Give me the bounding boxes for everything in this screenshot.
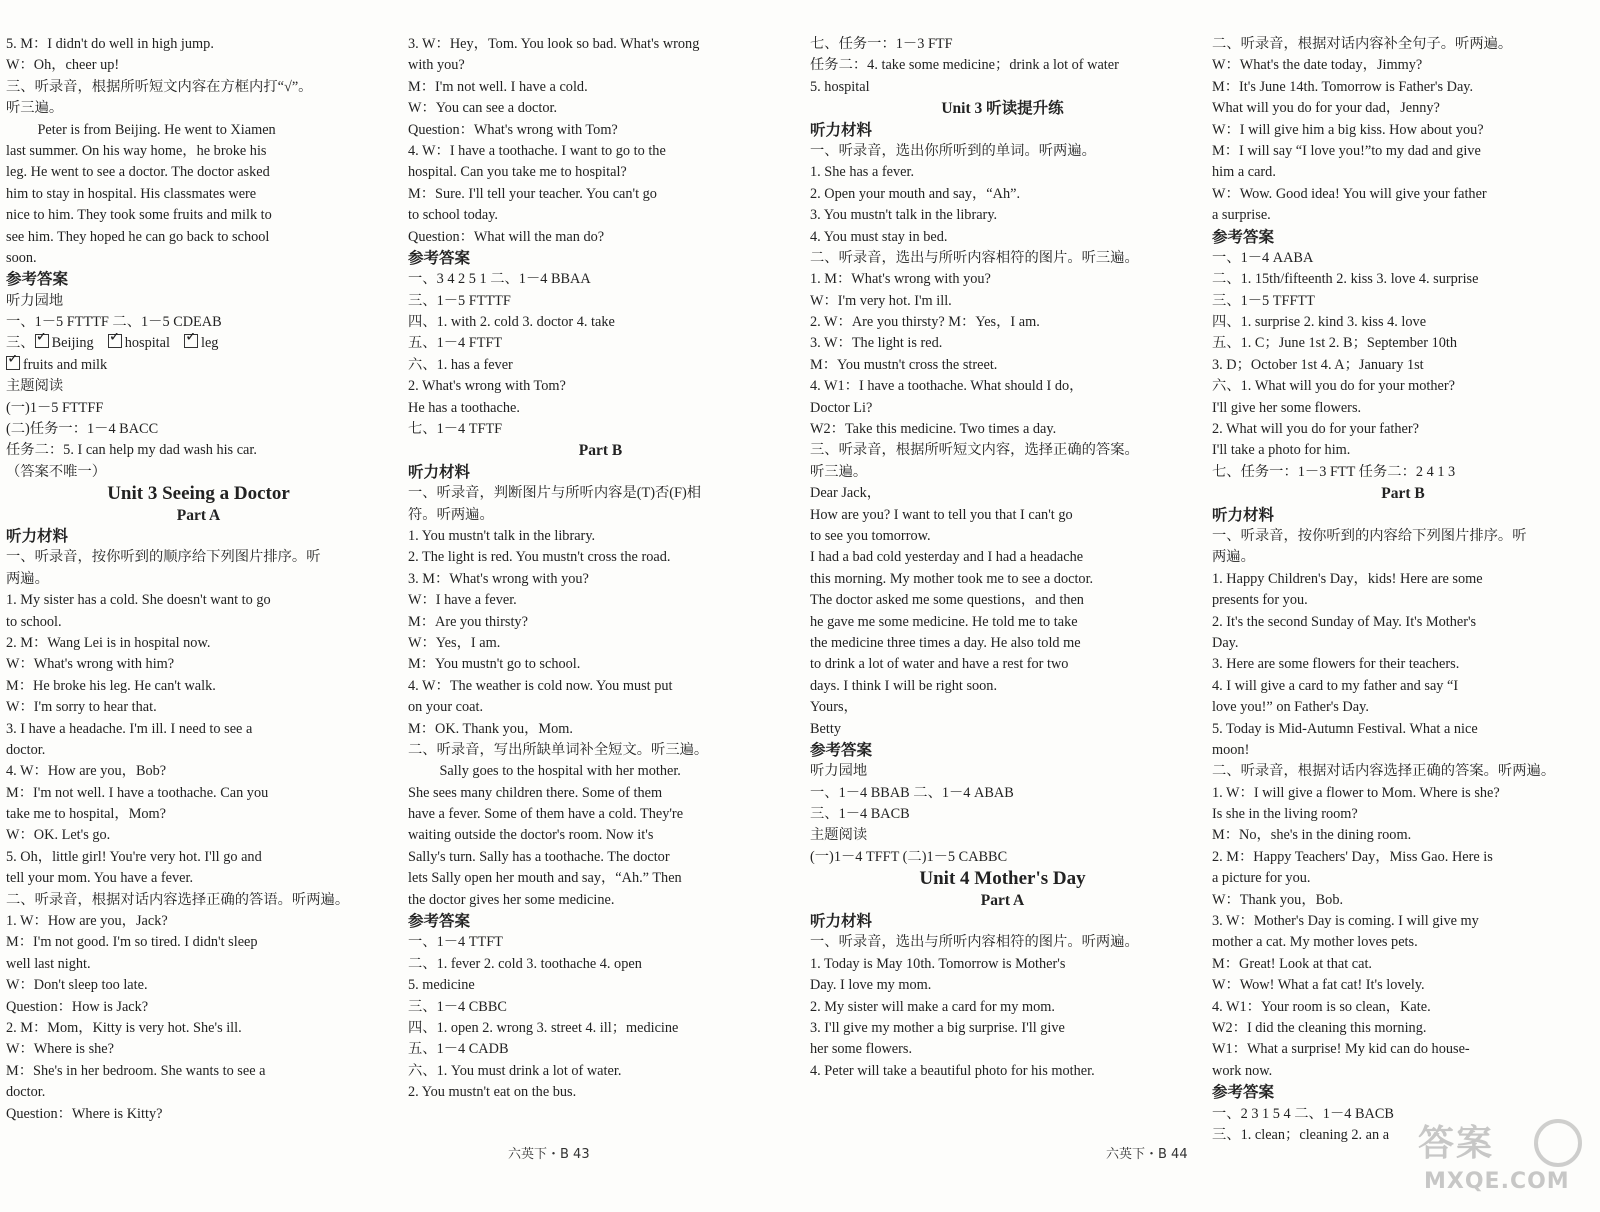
text-line: 二、听录音，写出所缺单词补全短文。听三遍。 — [408, 741, 709, 758]
text-line: 五、1. C；June 1st 2. B；September 10th — [1212, 335, 1458, 352]
text-line — [6, 333, 391, 354]
text-line: M：It's June 14th. Tomorrow is Father's Day. — [1212, 78, 1474, 95]
line-prefix: 三、 — [6, 335, 35, 352]
text-line: 听三遍。 — [6, 100, 64, 117]
text-line: Sally goes to the hospital with her mother. — [439, 763, 681, 780]
text-line: 三、听录音，根据所听短文内容在方框内打“√”。 — [6, 78, 313, 95]
text-line: Question：What's wrong with Tom? — [408, 121, 618, 138]
text-line: M：Great! Look at that cat. — [1212, 955, 1372, 972]
text-line: 二、听录音，选出与所听内容相符的图片。听三遍。 — [810, 249, 1139, 266]
text-line: 3. I'll give my mother a big surprise. I'll give — [810, 1019, 1065, 1036]
text-line: 3. W：Mother's Day is coming. I will give my — [1212, 913, 1479, 930]
text-line: days. I think I will be right soon. — [810, 677, 998, 694]
text-line: Is she in the living room? — [1212, 806, 1358, 823]
watermark-logo — [1418, 1115, 1594, 1195]
text-line: moon! — [1212, 741, 1250, 758]
text-line: 五、1－4 CADB — [408, 1041, 509, 1058]
text-line: W：Don't sleep too late. — [6, 977, 148, 994]
text-line: 主题阅读 — [810, 827, 868, 844]
text-line: 2. Open your mouth and say，“Ah”. — [810, 185, 1021, 202]
text-line: 一、3 4 2 5 1 二、1－4 BBAA — [408, 271, 591, 288]
text-line: M：I'm not well. I have a toothache. Can you — [6, 784, 269, 801]
text-line: doctor. — [6, 741, 46, 758]
section-heading: 参考答案 — [1212, 1084, 1275, 1102]
text-line: Sally's turn. Sally has a toothache. The doctor — [408, 848, 670, 865]
text-line: 4. W1：Your room is so clean，Kate. — [1212, 998, 1431, 1015]
text-line: 四、1. with 2. cold 3. doctor 4. take — [408, 314, 615, 331]
text-line: lets Sally open her mouth and say，“Ah.” Then — [408, 870, 682, 887]
checked-word: hospital — [124, 335, 170, 352]
text-line: 3. W：Hey，Tom. You look so bad. What's wrong — [408, 36, 700, 52]
text-line: The doctor asked me some questions，and then — [810, 592, 1084, 609]
text-line: W：I'm sorry to hear that. — [6, 699, 157, 716]
text-line: on your coat. — [408, 699, 484, 716]
text-line: 1. W：I will give a flower to Mom. Where is she? — [1212, 784, 1500, 801]
text-line: 二、1. fever 2. cold 3. toothache 4. open — [408, 955, 642, 972]
section-heading: 参考答案 — [6, 271, 69, 289]
text-line: nice to him. They took some fruits and milk to — [6, 207, 272, 224]
section-heading: 参考答案 — [408, 249, 471, 267]
text-line: waiting outside the doctor's room. Now it's — [408, 827, 654, 844]
page-number-right: 六英下・B 44 — [1106, 1147, 1188, 1162]
text-line: Question：Where is Kitty? — [6, 1105, 163, 1122]
text-line: 4. W：The weather is cold now. You must put — [408, 677, 673, 694]
text-line: 4. I will give a card to my father and say “I — [1212, 677, 1459, 694]
text-line: 三、1－4 CBBC — [408, 998, 507, 1015]
part-heading: Part B — [1381, 485, 1425, 503]
text-line: M：You mustn't cross the street. — [810, 356, 998, 373]
text-line: W：You can see a doctor. — [408, 100, 558, 117]
text-line: 3. M：What's wrong with you? — [408, 570, 589, 587]
text-line: 2. M：Happy Teachers' Day，Miss Gao. Here is — [1212, 848, 1493, 865]
text-line: 3. Here are some flowers for their teachers. — [1212, 656, 1460, 673]
text-line: 二、听录音，根据对话内容选择正确的答语。听两遍。 — [6, 891, 350, 908]
text-line: he gave me some medicine. He told me to take — [810, 613, 1078, 630]
text-line: M：No，she's in the dining room. — [1212, 827, 1412, 844]
text-line: 听力园地 — [810, 763, 868, 780]
text-line: W：Wow. Good idea! You will give your father — [1212, 185, 1487, 202]
text-line: How are you? I want to tell you that I can't go — [810, 506, 1073, 523]
text-line: 二、听录音，根据对话内容补全句子。听两遍。 — [1212, 36, 1513, 52]
text-line: 任务二：4. take some medicine；drink a lot of water — [810, 57, 1119, 74]
text-line: 七、任务一：1－3 FTF — [810, 36, 953, 52]
text-line: He has a toothache. — [408, 399, 520, 416]
text-line: I'll take a photo for him. — [1212, 442, 1351, 459]
text-line: 四、1. surprise 2. kind 3. kiss 4. love — [1212, 314, 1427, 331]
part-heading: Unit 3 听读提升练 — [941, 100, 1064, 118]
text-line: 四、1. open 2. wrong 3. street 4. ill；medicine — [408, 1019, 679, 1036]
text-line: take me to hospital，Mom? — [6, 806, 167, 823]
text-line: 2. What will you do for your father? — [1212, 421, 1419, 438]
text-line: soon. — [6, 249, 37, 266]
text-line: well last night. — [6, 955, 91, 972]
text-line: W：Thank you，Bob. — [1212, 891, 1344, 908]
text-line: Betty — [810, 720, 841, 737]
column-4 — [1212, 34, 1594, 1146]
text-line: 五、1－4 FTFT — [408, 335, 503, 352]
text-line: to school today. — [408, 207, 499, 224]
text-line: Question：How is Jack? — [6, 998, 149, 1015]
text-line: 2. It's the second Sunday of May. It's Mother's — [1212, 613, 1477, 630]
section-heading: 听力材料 — [6, 527, 69, 545]
column-3 — [810, 34, 1195, 1082]
text-line: tell your mom. You have a fever. — [6, 870, 194, 887]
text-line: 两遍。 — [6, 570, 49, 587]
text-line: What will you do for your dad，Jenny? — [1212, 100, 1440, 117]
text-line: doctor. — [6, 1084, 46, 1101]
text-line: 1. Today is May 10th. Tomorrow is Mother's — [810, 955, 1066, 972]
watermark-circle-icon — [1534, 1119, 1582, 1167]
section-heading: 参考答案 — [810, 741, 873, 759]
text-line: hospital. Can you take me to hospital? — [408, 164, 627, 181]
text-line: 2. What's wrong with Tom? — [408, 378, 566, 395]
text-line: 5. hospital — [810, 78, 870, 95]
part-heading: Part B — [578, 442, 623, 460]
text-line: 2. W：Are you thirsty? M：Yes，I am. — [810, 314, 1040, 331]
text-line: him a card. — [1212, 164, 1276, 181]
text-line: 一、听录音，选出你所听到的单词。听两遍。 — [810, 142, 1096, 159]
text-line: Dear Jack， — [810, 485, 882, 502]
text-line: 2. You mustn't eat on the bus. — [408, 1084, 577, 1101]
section-heading: 听力材料 — [810, 913, 873, 931]
text-line: mother a cat. My mother loves pets. — [1212, 934, 1418, 951]
text-line: 2. M：Mom，Kitty is very hot. She's ill. — [6, 1019, 242, 1036]
text-line: 三、1－5 TFFTT — [1212, 292, 1315, 309]
text-line: 一、2 3 1 5 4 二、1－4 BACB — [1212, 1105, 1394, 1122]
checkmark-box-icon — [6, 356, 20, 370]
watermark-text-bottom: MXQE.COM — [1424, 1169, 1570, 1194]
checked-word: leg — [200, 335, 219, 352]
text-line: 一、1－4 TTFT — [408, 934, 503, 951]
checked-word: fruits and milk — [23, 356, 108, 373]
text-line — [6, 355, 391, 376]
text-line: 5. M：I didn't do well in high jump. — [6, 36, 214, 52]
text-line: 六、1. You must drink a lot of water. — [408, 1062, 622, 1079]
text-line: love you!” on Father's Day. — [1212, 699, 1369, 716]
text-line: 一、1－4 AABA — [1212, 249, 1314, 266]
text-line: a surprise. — [1212, 207, 1271, 224]
text-line: (二)任务一：1－4 BACC — [6, 421, 159, 438]
text-line: M：He broke his leg. He can't walk. — [6, 677, 216, 694]
text-line: M：Sure. I'll tell your teacher. You can't go — [408, 185, 657, 202]
text-line: 一、听录音，按你听到的顺序给下列图片排序。听 — [6, 549, 321, 566]
column-1 — [6, 34, 391, 1125]
text-line: 1. You mustn't talk in the library. — [408, 527, 596, 544]
text-line: 主题阅读 — [6, 378, 64, 395]
watermark-text-top: 答案 — [1418, 1123, 1495, 1164]
text-line: 一、听录音，按你听到的内容给下列图片排序。听 — [1212, 527, 1527, 544]
checked-word: Beijing — [51, 335, 94, 352]
text-line: 1. She has a fever. — [810, 164, 915, 181]
section-heading: 参考答案 — [408, 913, 471, 931]
section-heading: 听力材料 — [408, 463, 471, 481]
text-line: 3. W：The light is red. — [810, 335, 943, 352]
part-heading: Part A — [980, 891, 1025, 909]
text-line: She sees many children there. Some of them — [408, 784, 663, 801]
text-line: M：OK. Thank you，Mom. — [408, 720, 573, 737]
text-line: to school. — [6, 613, 62, 630]
text-line: Question：What will the man do? — [408, 228, 605, 245]
text-line: 三、1－4 BACB — [810, 806, 910, 823]
text-line: 一、1－5 FTTTF 二、1－5 CDEAB — [6, 314, 222, 331]
text-line: 1. M：What's wrong with you? — [810, 271, 991, 288]
text-line: (一)1－4 TFFT (二)1－5 CABBC — [810, 848, 1008, 865]
text-line: W：I will give him a big kiss. How about you? — [1212, 121, 1484, 138]
text-line: 二、听录音，根据对话内容选择正确的答案。听两遍。 — [1212, 763, 1556, 780]
text-line: have a fever. Some of them have a cold. They're — [408, 806, 684, 823]
checkmark-box-icon — [108, 334, 122, 348]
text-line: M：I'm not well. I have a cold. — [408, 78, 588, 95]
text-line: 一、听录音，选出与所听内容相符的图片。听两遍。 — [810, 934, 1139, 951]
text-line: W：Where is she? — [6, 1041, 114, 1058]
section-heading: 听力材料 — [810, 121, 873, 139]
text-line: 4. W：I have a toothache. I want to go to the — [408, 142, 666, 159]
text-line: W：I have a fever. — [408, 592, 517, 609]
text-line: last summer. On his way home，he broke his — [6, 142, 267, 159]
text-line: the doctor gives her some medicine. — [408, 891, 615, 908]
text-line: W：Oh，cheer up! — [6, 57, 120, 74]
text-line: to see you tomorrow. — [810, 527, 931, 544]
text-line: 三、1－5 FTTTF — [408, 292, 511, 309]
text-line: 三、听录音，根据所听短文内容，选择正确的答案。 — [810, 442, 1139, 459]
text-line: her some flowers. — [810, 1041, 913, 1058]
text-line: leg. He went to see a doctor. The doctor asked — [6, 164, 270, 181]
text-line: 1. W：How are you，Jack? — [6, 913, 168, 930]
text-line: to drink a lot of water and have a rest for two — [810, 656, 1069, 673]
text-line: 一、1－4 BBAB 二、1－4 ABAB — [810, 784, 1014, 801]
text-line: 4. W1：I have a toothache. What should I do， — [810, 378, 1084, 395]
text-line: 二、1. 15th/fifteenth 2. kiss 3. love 4. surprise — [1212, 271, 1479, 288]
text-line: 2. M：Wang Lei is in hospital now. — [6, 634, 211, 651]
text-line: the medicine three times a day. He also told me — [810, 634, 1081, 651]
text-line: 一、听录音，判断图片与所听内容是(T)否(F)相 — [408, 485, 702, 502]
text-line: 任务二：5. I can help my dad wash his car. — [6, 442, 257, 459]
text-line: （答案不唯一） — [6, 463, 107, 480]
text-line: W：I'm very hot. I'm ill. — [810, 292, 952, 309]
column-2 — [408, 34, 793, 1104]
text-line: 三、1. clean；cleaning 2. an a — [1212, 1126, 1390, 1143]
text-line: W：Wow! What a fat cat! It's lovely. — [1212, 977, 1425, 994]
text-line: work now. — [1212, 1062, 1273, 1079]
text-line: 听三遍。 — [810, 463, 868, 480]
text-line: 六、1. What will you do for your mother? — [1212, 378, 1455, 395]
text-line: Yours， — [810, 699, 858, 716]
text-line: M：Are you thirsty? — [408, 613, 528, 630]
text-line: 2. My sister will make a card for my mom. — [810, 998, 1055, 1015]
text-line: 3. D；October 1st 4. A；January 1st — [1212, 356, 1424, 373]
text-line: W：What's the date today，Jimmy? — [1212, 57, 1423, 74]
text-line: 听力园地 — [6, 292, 64, 309]
text-line: him to stay in hospital. His classmates were — [6, 185, 257, 202]
text-line: 5. Oh，little girl! You're very hot. I'll go and — [6, 848, 262, 865]
text-line: Day. I love my mom. — [810, 977, 932, 994]
text-line: 1. My sister has a cold. She doesn't want to go — [6, 592, 271, 609]
text-line: 2. The light is red. You mustn't cross the road. — [408, 549, 671, 566]
text-line: 3. You mustn't talk in the library. — [810, 207, 998, 224]
text-line: W2：I did the cleaning this morning. — [1212, 1019, 1427, 1036]
text-line: a picture for you. — [1212, 870, 1311, 887]
section-heading: 听力材料 — [1212, 506, 1275, 524]
text-line: 六、1. has a fever — [408, 356, 513, 373]
page-number-left: 六英下・B 43 — [508, 1147, 590, 1162]
text-line: W1：What a surprise! My kid can do house- — [1212, 1041, 1470, 1058]
text-line: 4. W：How are you，Bob? — [6, 763, 167, 780]
text-line: Day. — [1212, 634, 1239, 651]
text-line: M：You mustn't go to school. — [408, 656, 581, 673]
checkmark-box-icon — [184, 334, 198, 348]
text-line: I had a bad cold yesterday and I had a headache — [810, 549, 1084, 566]
unit-title: Unit 4 Mother's Day — [919, 868, 1086, 890]
text-line: W：Yes，I am. — [408, 634, 501, 651]
text-line: 3. I have a headache. I'm ill. I need to see a — [6, 720, 253, 737]
text-line: 1. Happy Children's Day，kids! Here are some — [1212, 570, 1483, 587]
text-line: 七、任务一：1－3 FTT 任务二：2 4 1 3 — [1212, 463, 1456, 480]
text-line: M：She's in her bedroom. She wants to see a — [6, 1062, 266, 1079]
text-line: 七、1－4 TFTF — [408, 421, 503, 438]
text-line: 4. You must stay in bed. — [810, 228, 948, 245]
text-line: I'll give her some flowers. — [1212, 399, 1362, 416]
unit-title: Unit 3 Seeing a Doctor — [107, 483, 290, 505]
text-line: 两遍。 — [1212, 549, 1255, 566]
text-line: 5. Today is Mid-Autumn Festival. What a nice — [1212, 720, 1478, 737]
text-line: W：OK. Let's go. — [6, 827, 111, 844]
text-line: W：What's wrong with him? — [6, 656, 175, 673]
text-line: M：I will say “I love you!”to my dad and give — [1212, 142, 1481, 159]
section-heading: 参考答案 — [1212, 228, 1275, 246]
text-line: 符。听两遍。 — [408, 506, 494, 523]
text-line: Doctor Li? — [810, 399, 873, 416]
text-line: presents for you. — [1212, 592, 1308, 609]
text-line: Peter is from Beijing. He went to Xiamen — [37, 121, 276, 138]
text-line: with you? — [408, 57, 465, 74]
text-line: (一)1－5 FTTFF — [6, 399, 104, 416]
text-line: this morning. My mother took me to see a doctor. — [810, 570, 1094, 587]
text-line: see him. They hoped he can go back to school — [6, 228, 270, 245]
text-line: W2：Take this medicine. Two times a day. — [810, 421, 1057, 438]
text-line: M：I'm not good. I'm so tired. I didn't sleep — [6, 934, 258, 951]
text-line: 5. medicine — [408, 977, 475, 994]
part-heading: Part A — [176, 506, 221, 524]
text-line: 4. Peter will take a beautiful photo for his mother. — [810, 1062, 1095, 1079]
checkmark-box-icon — [35, 334, 49, 348]
